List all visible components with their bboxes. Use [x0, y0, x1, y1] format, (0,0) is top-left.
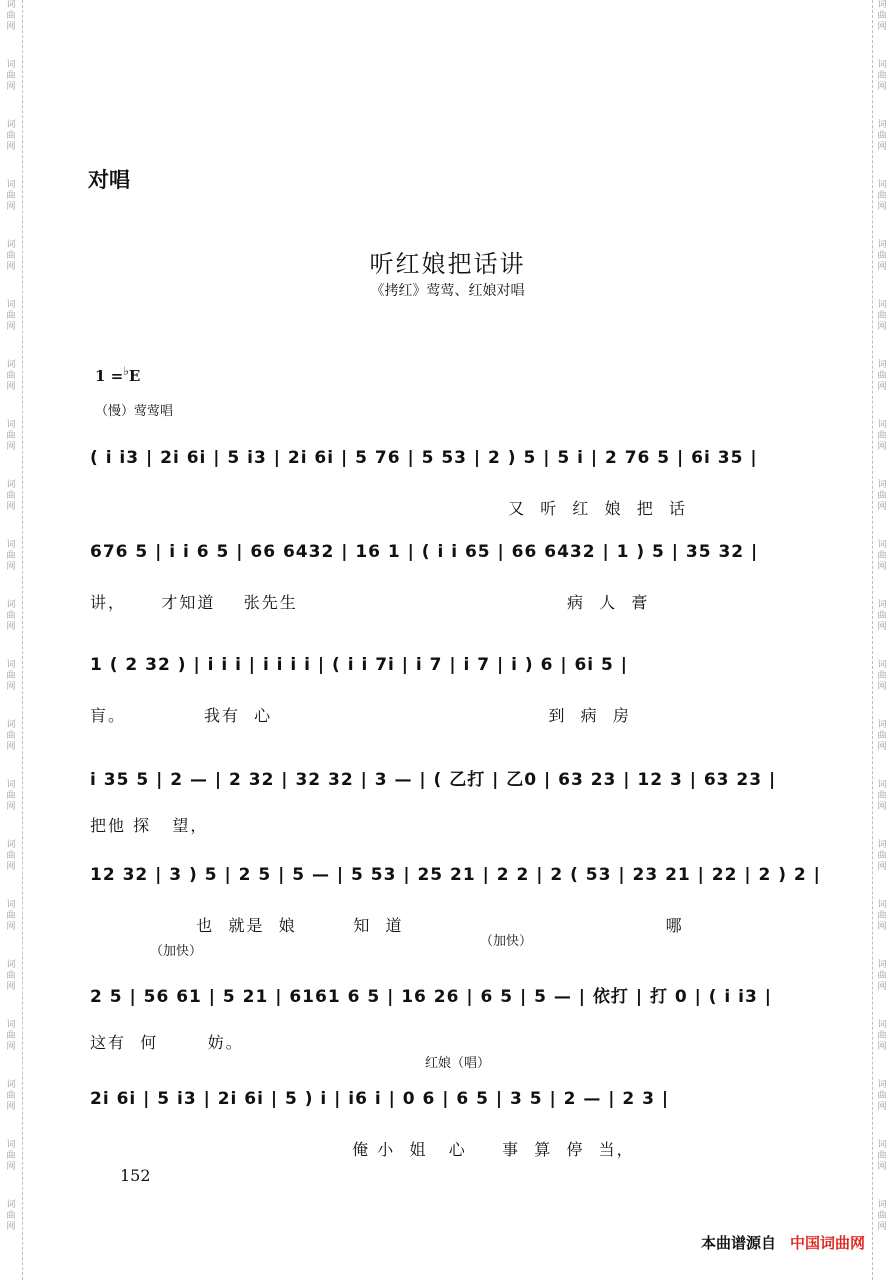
footer-site-name: 中国词曲网: [789, 1234, 865, 1252]
watermark-text: 词 曲 网: [6, 300, 16, 332]
watermark-text: 词 曲 网: [6, 720, 16, 752]
watermark-text: 词 曲 网: [877, 180, 887, 212]
lyrics-line: 这有 何 妨。: [90, 1033, 244, 1052]
watermark-text: 词 曲 网: [6, 240, 16, 272]
lyrics-line: 肓。 我有 心 到 病 房: [90, 706, 631, 725]
watermark-text: 词 曲 网: [6, 1080, 16, 1112]
watermark-text: 词 曲 网: [877, 1020, 887, 1052]
watermark-text: 词 曲 网: [6, 660, 16, 692]
watermark-text: 词 曲 网: [6, 0, 16, 32]
lyrics-line: 也 就是 娘 知 道 哪: [90, 916, 684, 935]
jianpu-notes: i 35 5 | 2 — | 2 32 | 32 32 | 3 — | ( 乙打 | 乙0 | 63 23 | 12 3 | 63 23 |: [90, 770, 777, 790]
lyrics-line: 俺 小 姐 心 事 算 停 当，: [90, 1140, 635, 1159]
watermark-text: 词 曲 网: [6, 1140, 16, 1172]
section-label: 对唱: [88, 168, 130, 192]
watermark-text: 词 曲 网: [6, 60, 16, 92]
watermark-text: 词 曲 网: [6, 120, 16, 152]
watermark-text: 词 曲 网: [877, 60, 887, 92]
watermark-text: 词 曲 网: [877, 1200, 887, 1232]
left-watermark-strip: [0, 0, 22, 1280]
source-footer: [701, 1232, 865, 1253]
watermark-text: 词 曲 网: [6, 180, 16, 212]
page-number: 152: [120, 1166, 151, 1185]
watermark-text: 词 曲 网: [6, 480, 16, 512]
song-title: 听红娘把话讲: [369, 250, 526, 278]
jianpu-notes: 12 32 | 3 ) 5 | 2 5 | 5 — | 5 53 | 25 21 | 2 2 | 2 ( 53 | 23 21 | 22 | 2 ) 2 |: [90, 865, 821, 885]
watermark-text: 词 曲 网: [6, 900, 16, 932]
song-subtitle: 《拷红》莺莺、红娘对唱: [370, 283, 525, 299]
speed-up-marker: （加快）: [150, 944, 203, 959]
watermark-text: 词 曲 网: [877, 720, 887, 752]
watermark-text: 词 曲 网: [877, 780, 887, 812]
watermark-text: 词 曲 网: [877, 1080, 887, 1112]
watermark-text: 词 曲 网: [6, 840, 16, 872]
watermark-text: 词 曲 网: [877, 900, 887, 932]
watermark-text: 词 曲 网: [6, 540, 16, 572]
watermark-text: 词 曲 网: [6, 1020, 16, 1052]
watermark-text: 词 曲 网: [877, 240, 887, 272]
watermark-text: 词 曲 网: [877, 600, 887, 632]
watermark-text: 词 曲 网: [6, 1200, 16, 1232]
right-watermark-strip: [871, 0, 893, 1280]
jianpu-notes: 2 5 | 56 61 | 5 21 | 6161 6 5 | 16 26 | 6 5 | 5 — | 依打 | 打 0 | ( i i3 |: [90, 987, 772, 1007]
lyrics-line: 又 听 红 娘 把 话: [90, 499, 687, 518]
watermark-text: 词 曲 网: [6, 780, 16, 812]
watermark-text: 词 曲 网: [6, 420, 16, 452]
tempo-marking: （慢）莺莺唱: [95, 404, 174, 419]
left-margin-line: [22, 0, 23, 1280]
singer-marker: 红娘（唱）: [425, 1056, 491, 1071]
watermark-text: 词 曲 网: [877, 960, 887, 992]
watermark-text: 词 曲 网: [877, 0, 887, 32]
watermark-text: 词 曲 网: [6, 960, 16, 992]
watermark-text: 词 曲 网: [877, 300, 887, 332]
speed-up-marker: （加快）: [480, 934, 533, 949]
footer-source-label: 本曲谱源自: [700, 1234, 776, 1252]
jianpu-notes: 676 5 | i i 6 5 | 66 6432 | 16 1 | ( i i 65 | 66 6432 | 1 ) 5 | 35 32 |: [90, 542, 759, 562]
watermark-text: 词 曲 网: [6, 600, 16, 632]
watermark-text: 词 曲 网: [877, 660, 887, 692]
watermark-text: 词 曲 网: [877, 120, 887, 152]
watermark-text: 词 曲 网: [877, 480, 887, 512]
jianpu-notes: 2i 6i | 5 i3 | 2i 6i | 5 ) i | i6 i | 0 6 | 6 5 | 3 5 | 2 — | 2 3 |: [90, 1089, 670, 1109]
watermark-text: 词 曲 网: [877, 540, 887, 572]
watermark-text: 词 曲 网: [877, 360, 887, 392]
watermark-text: 词 曲 网: [6, 360, 16, 392]
lyrics-line: 讲， 才知道 张先生 病 人 膏: [90, 593, 650, 612]
watermark-text: 词 曲 网: [877, 1140, 887, 1172]
key-signature: 1 =♭E: [95, 364, 141, 385]
jianpu-notes: 1 ( 2 32 ) | i i i | i i i i | ( i i 7i | i 7 | i 7 | i ) 6 | 6i 5 |: [90, 655, 629, 675]
watermark-text: 词 曲 网: [877, 420, 887, 452]
watermark-text: 词 曲 网: [877, 840, 887, 872]
lyrics-line: 把他 探 望，: [90, 816, 209, 835]
jianpu-notes: ( i i3 | 2i 6i | 5 i3 | 2i 6i | 5 76 | 5 53 | 2 ) 5 | 5 i | 2 76 5 | 6i 35 |: [90, 448, 758, 468]
